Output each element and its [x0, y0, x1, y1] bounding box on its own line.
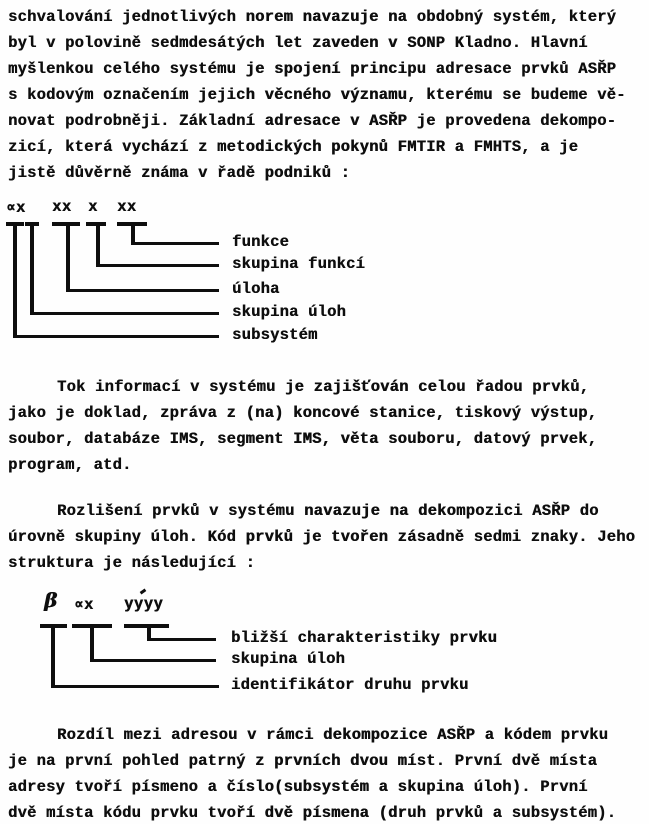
paragraph-rozdil	[8, 722, 647, 824]
text-line: struktura je následující :	[8, 554, 256, 572]
connector-stem	[96, 222, 100, 267]
diagram2-label-skupina-uloh: skupina úloh	[231, 650, 346, 668]
text-line: byl v polovině sedmdesátých let zaveden v SONP Kladno. Hlavní	[8, 34, 588, 52]
text-line: myšlenkou celého systému je spojení principu adresace prvků ASŘP	[8, 60, 617, 78]
text-line: je na první pohled patrný z prvních dvou míst. První dvě místa	[8, 752, 598, 770]
text-line: schvalování jednotlivých norem navazuje na obdobný systém, který	[8, 8, 617, 26]
diagram1-label-skupina-funkci: skupina funkcí	[232, 255, 366, 273]
connector-line	[66, 289, 219, 292]
connector-stem	[13, 222, 17, 338]
diagram1-token-x: x	[88, 198, 98, 216]
diagram1-label-funkce: funkce	[232, 233, 290, 251]
text-line: dvě místa kódu prvku tvoří dvě písmena (druh prvků a subsystém).	[8, 804, 617, 822]
text-line: Rozdíl mezi adresou v rámci dekompozice ASŘP a kódem prvku	[57, 726, 609, 744]
connector-line	[96, 264, 219, 267]
text-line: soubor, databáze IMS, segment IMS, věta souboru, datový prvek,	[8, 430, 598, 448]
text-line: Rozlišení prvků v systému navazuje na dekompozici ASŘP do	[57, 502, 599, 520]
connector-line	[131, 242, 219, 245]
text-line: jistě důvěrně známa v řadě podniků :	[8, 164, 351, 182]
text-line: novat podrobněji. Základní adresace v ASŘP je provedena dekompo-	[8, 112, 617, 130]
connector-line	[147, 638, 216, 641]
diagram1-label-subsystem: subsystém	[232, 326, 318, 344]
text-line: program, atd.	[8, 456, 132, 474]
paragraph-tok-informaci	[8, 374, 647, 478]
text-line: s kodovým označením jejich věcného významu, kterému se budeme vě-	[8, 86, 626, 104]
text-line: Tok informací v systému je zajišťován celou řadou prvků,	[57, 378, 590, 396]
connector-stem	[66, 222, 70, 292]
paragraph-intro	[8, 4, 647, 186]
connector-stem	[51, 624, 55, 688]
stray-accent-mark	[140, 589, 147, 595]
diagram1-token-xx-2: xx	[117, 198, 137, 216]
diagram2-token-alpha-x: ∝x	[74, 596, 94, 614]
address-structure-diagram	[0, 198, 649, 348]
connector-line	[90, 659, 216, 662]
element-code-diagram	[0, 588, 649, 707]
text-line: zicí, která vychází z metodických pokynů FMTIR a FMHTS, a je	[8, 138, 579, 156]
connector-stem	[30, 222, 34, 315]
connector-stem	[90, 624, 94, 662]
diagram1-token-alpha-x: ∝x	[6, 199, 26, 217]
connector-line	[13, 335, 219, 338]
diagram2-token-yyyy: yyyy	[124, 595, 164, 613]
diagram1-token-xx-1: xx	[52, 198, 72, 216]
text-line: adresy tvoří písmeno a číslo(subsystém a skupina úloh). První	[8, 778, 588, 796]
text-line: úrovně skupiny úloh. Kód prvků je tvořen zásadně sedmi znaky. Jeho	[8, 528, 636, 546]
paragraph-rozliseni	[8, 498, 647, 576]
diagram2-label-blizsi-charakteristiky: bližší charakteristiky prvku	[231, 629, 498, 647]
connector-line	[30, 312, 219, 315]
diagram2-token-beta: β	[44, 588, 58, 612]
text-line: jako je doklad, zpráva z (na) koncové stanice, tiskový výstup,	[8, 404, 598, 422]
diagram2-label-identifikator: identifikátor druhu prvku	[231, 676, 469, 694]
connector-line	[51, 685, 219, 688]
diagram1-label-skupina-uloh: skupina úloh	[232, 303, 347, 321]
diagram1-label-uloha: úloha	[232, 280, 280, 298]
